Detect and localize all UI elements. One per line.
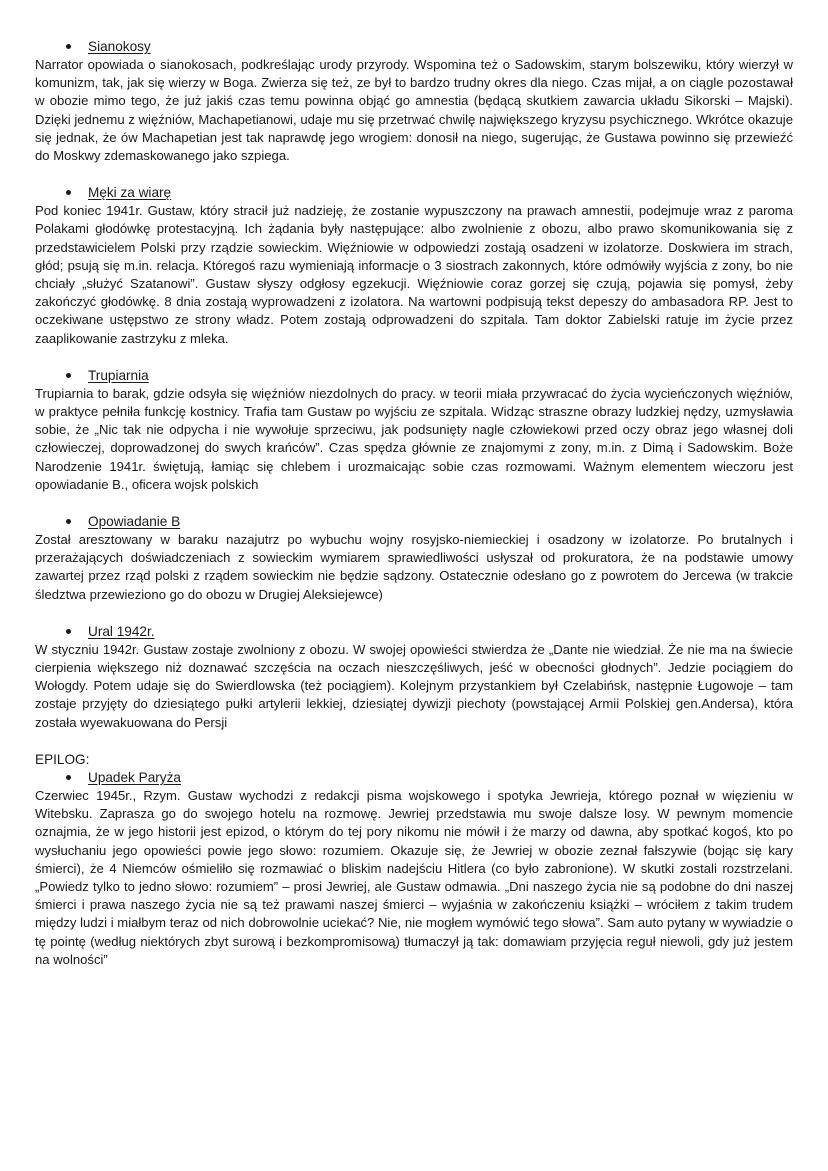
bullet-icon xyxy=(66,190,71,195)
bullet-icon xyxy=(66,629,71,634)
section-heading-row xyxy=(35,623,793,640)
bullet-icon xyxy=(66,775,71,780)
section-heading-row xyxy=(35,184,793,201)
epilog-label: EPILOG: xyxy=(35,751,90,767)
section-heading: Upadek Paryża xyxy=(88,769,181,785)
section-upadek-paryza xyxy=(35,769,793,969)
section-sianokosy xyxy=(35,38,793,165)
bullet-icon xyxy=(66,519,71,524)
section-heading-row xyxy=(35,38,793,55)
section-heading: Opowiadanie B xyxy=(88,514,181,530)
bullet-icon xyxy=(66,373,71,378)
section-opowiadanie-b xyxy=(35,513,793,604)
section-paragraph: Pod koniec 1941r. Gustaw, który stracił już nadzieję, że zostanie wypuszczony na prawach amnestii, podejmuje wraz z paroma Polakami głodówkę protestacyjną. Ich żądania były następujące: albo zwolnienie z obozu, albo prawo skomunikowania się z przedstawicielem Polski przy rządzie sowieckim. Więźniowie w odpowiedzi zostają osadzeni w izolatorze. Doskwiera im strach, głód; psują się m.in. relacja. Któregoś razu wymieniają informacje o 3 siostrach zakonnych, które odmówiły wyjścia z zony, bo nie chciały „służyć Szatanowi”. Gustaw słyszy odgłosy egzekucji. Więźniowie coraz gorzej się czują, pojawia się pomysł, żeby zakończyć głodówkę. 8 dnia zostają wyprowadzeni z izolatora. Na wartowni podpisują tekst depeszy do ambasadora RP. Jest to oczekiwane ustępstwo ze strony władz. Potem zostają odprowadzeni do szpitala. Tam doktor Zabielski ratuje im życie przez zaaplikowanie zastrzyku z mleka. xyxy=(35,203,793,346)
section-heading-row xyxy=(35,367,793,384)
section-paragraph: W styczniu 1942r. Gustaw zostaje zwolniony z obozu. W swojej opowieści stwierdza że „Dante nie wiedział. Że nie ma na świecie cierpienia większego niż doznawać szczęścia na oczach nieszczęśliwych, jeść w obecności głodnych”. Jedzie pociągiem do Wołogdy. Potem udaje się do Swierdlowska (też pociągiem). Kolejnym przystankiem był Czelabińsk, następnie Ługowoje – tam zostaje przyjęty do dziesiątego pułki artylerii lekkiej, dziesiątej dywizji piechoty (powstającej Armii Polskiej gen.Andersa), która została wyewakuowana do Persji xyxy=(35,641,793,730)
section-trupiarnia xyxy=(35,367,793,494)
section-heading-row xyxy=(35,769,793,786)
section-paragraph: Trupiarnia to barak, gdzie odsyła się więźniów niezdolnych do pracy. w teorii miała przywracać do życia wycieńczonych więźniów, w praktyce pełniła funkcję kostnicy. Trafia tam Gustaw po wyjściu ze szpitala. Widząc straszne obrazy ludzkiej nędzy, uzmysławia sobie, że „Nic tak nie odpycha i nie wywołuje sprzeciwu, jak podsunięty nagle człowiekowi przed oczy obraz jego własnej doli człowieczej, doprowadzonej do swych krańców”. Czas spędza głównie ze znajomymi z zony, m.in. z Dimą i Sadowskim. Boże Narodzenie 1941r. świętują, łamiąc się chlebem i urozmaicając sobie czas rozmowami. Ważnym elementem wieczoru jest opowiadanie B., oficera wojsk polskich xyxy=(35,385,793,492)
section-paragraph: Czerwiec 1945r., Rzym. Gustaw wychodzi z redakcji pisma wojskowego i spotyka Jewrieja, którego poznał w więzieniu w Witebsku. Zaprasza go do swojego hotelu na rozmowę. Jewriej przedstawia mu swoje dalsze losy. W pewnym momencie oznajmia, że w jego historii jest epizod, o którym do tej pory nikomu nie mówił i że marzy od dawna, aby spotkać kogoś, kto po wysłuchaniu jego opowieści powie jego słowo: rozumiem. Okazuje się, że Jewriej w obozie zeznał fałszywie (bojąc się kary śmierci), że 4 Niemców ośmieliło się rozmawiać o bliskim nadejściu Hitlera (co było zabronione). W skutki zostali rozstrzelani. „Powiedz tylko to jedno słowo: rozumiem” – prosi Jewriej, ale Gustaw odmawia. „Dni naszego życia nie są podobne do dni naszej śmierci i prawa naszego życia nie są też prawami naszej śmierci – wyjaśnia w zakończeniu książki – wróciłem z takim trudem między ludzi i miałbym teraz od nich dobrowolnie uciekać? Nie, nie mogłem wymówić tego słowa”. Sam auto pytany w wywiadzie o tę pointę (według niektórych zbyt surową i bezkompromisową) tłumaczył ją tak: domawiam przyjęcia reguł niewoli, gdy już jestem na wolności” xyxy=(35,787,793,967)
section-paragraph: Został aresztowany w baraku nazajutrz po wybuchu wojny rosyjsko-niemieckiej i osadzony w izolatorze. Po brutalnych i przerażających doświadczeniach z sowieckim wymiarem sprawiedliwości usłyszał od prokuratora, że na podstawie umowy zawartej przez rząd polski z rządem sowieckim nie będzie sądzony. Ostatecznie odesłano go z powrotem do Jercewa (w trakcie śledztwa przewieziono go do obozu w Drugiej Aleksiejewce) xyxy=(35,532,793,602)
section-meki-za-wiare xyxy=(35,184,793,348)
section-heading: Męki za wiarę xyxy=(88,185,172,201)
section-ural xyxy=(35,623,793,732)
section-heading: Ural 1942r. xyxy=(88,623,155,639)
bullet-icon xyxy=(66,44,71,49)
section-heading: Sianokosy xyxy=(88,39,151,54)
section-heading: Trupiarnia xyxy=(88,367,149,383)
section-paragraph: Narrator opowiada o sianokosach, podkreślając urody przyrody. Wspomina też o Sadowskim, starym bolszewiku, który wierzył w komunizm, tak, jak się wierzy w Boga. Zwierza się też, ze był to bardzo trudny okres dla niego. Czas mijał, a on ciągle pozostawał w obozie mimo tego, że już jakiś czas temu powinna objąć go amnestia (będącą skutkiem zawarcia układu Sikorski – Majski). Dzięki jednemu z więźniów, Machapetianowi, udaje mu się przetrwać chwilę największego kryzysu psychicznego. Wkrótce okazuje się jednak, że ów Machapetian jest tak naprawdę jego wrogiem: donosił na niego, sugerując, że Gustawa powinno się przewieźć do Moskwy zdemaskowanego jako szpiega. xyxy=(35,57,793,164)
section-heading-row xyxy=(35,513,793,530)
